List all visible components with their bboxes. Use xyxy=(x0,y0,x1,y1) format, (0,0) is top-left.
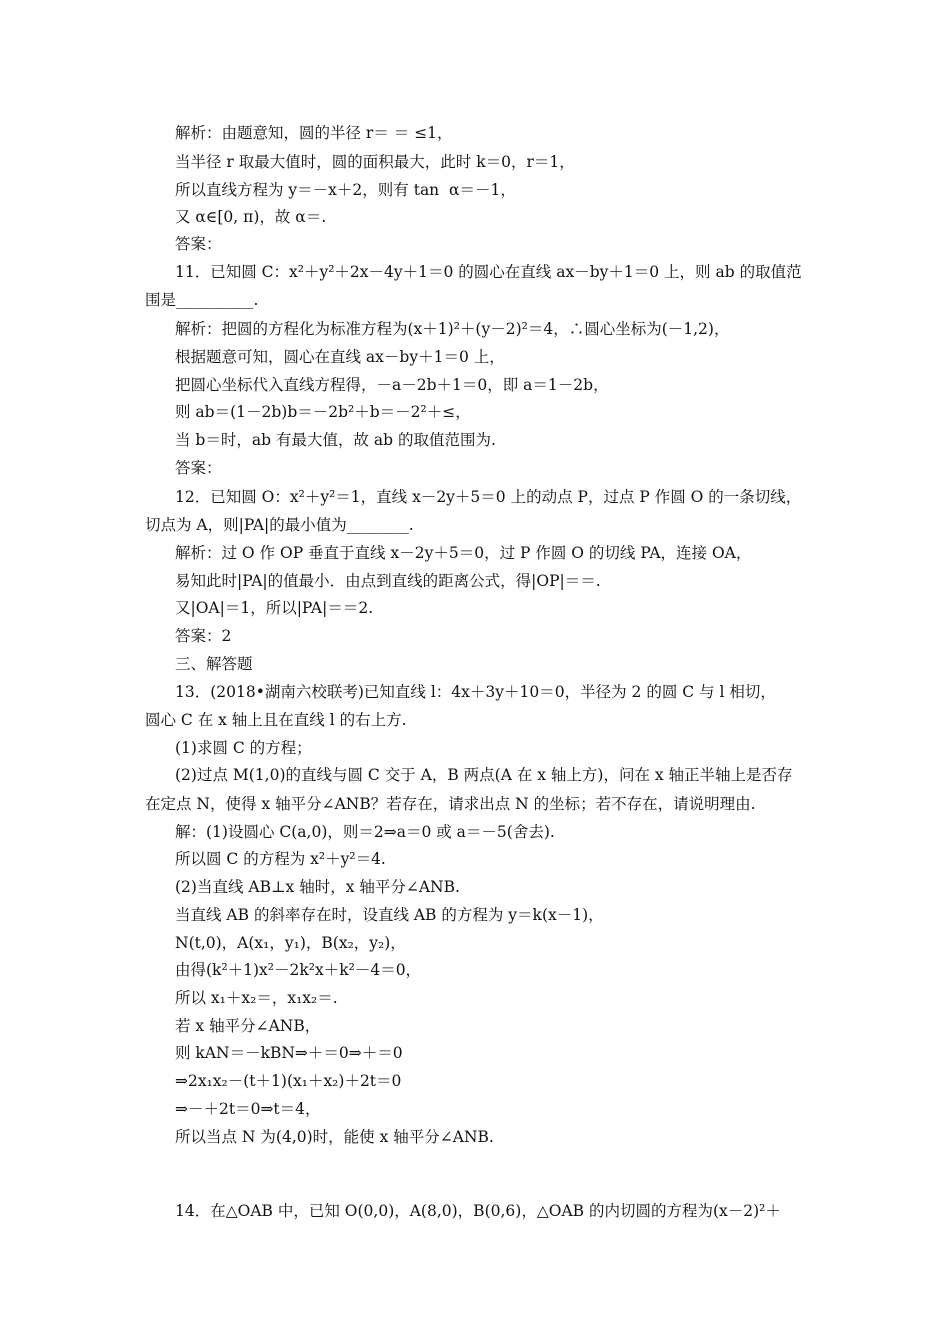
text-line: N(t,0)，A(x₁，y₁)，B(x₂，y₂)， xyxy=(175,934,406,952)
text-line: 所以直线方程为 y＝－x＋2，则有 tan α＝－1， xyxy=(175,181,516,199)
question-12: 12．已知圆 O：x²＋y²＝1，直线 x－2y＋5＝0 上的动点 P，过点 P 作圆 O 的一条切线， xyxy=(175,488,802,506)
text-line: 把圆心坐标代入直线方程得，－a－2b＋1＝0，即 a＝1－2b， xyxy=(175,376,609,394)
text-line: 当半径 r 取最大值时，圆的面积最大，此时 k＝0，r＝1， xyxy=(175,153,575,171)
text-line: 解析：过 O 作 OP 垂直于直线 x－2y＋5＝0，过 P 作圆 O 的切线 PA，连接 OA， xyxy=(175,544,752,562)
text-line: (2)当直线 AB⊥x 轴时，x 轴平分∠ANB. xyxy=(175,878,460,896)
text-line: 根据题意可知，圆心在直线 ax－by＋1＝0 上， xyxy=(175,348,505,366)
text-line: ⇒2x₁x₂－(t＋1)(x₁＋x₂)＋2t＝0 xyxy=(175,1072,402,1090)
text-line: 又|OA|＝1，所以|PA|＝＝2. xyxy=(175,599,374,617)
text-line: (2)过点 M(1,0)的直线与圆 C 交于 A，B 两点(A 在 x 轴上方)，问在 x 轴正半轴上是否存 xyxy=(175,766,793,784)
text-line: 答案： xyxy=(175,235,222,253)
text-line: 所以圆 C 的方程为 x²＋y²＝4. xyxy=(175,850,386,868)
text-line: 在定点 N，使得 x 轴平分∠ANB？若存在，请求出点 N 的坐标；若不存在，请说明理由. xyxy=(145,795,756,813)
text-line: (1)求圆 C 的方程； xyxy=(175,739,312,757)
text-line: ⇒－＋2t＝0⇒t＝4， xyxy=(175,1100,321,1118)
question-11: 11．已知圆 C：x²＋y²＋2x－4y＋1＝0 的圆心在直线 ax－by＋1＝0 上，则 ab 的取值范 xyxy=(175,263,802,281)
text-line: 围是__________. xyxy=(145,291,259,309)
text-line: 当 b＝时，ab 有最大值，故 ab 的取值范围为. xyxy=(175,431,496,449)
text-line: 答案： xyxy=(175,459,222,477)
text-line: 圆心 C 在 x 轴上且在直线 l 的右上方. xyxy=(145,711,407,729)
text-line: 若 x 轴平分∠ANB， xyxy=(175,1017,321,1035)
text-line: 切点为 A，则|PA|的最小值为________. xyxy=(145,516,414,534)
question-13: 13．(2018•湖南六校联考)已知直线 l：4x＋3y＋10＝0，半径为 2 的圆 C 与 l 相切， xyxy=(175,683,776,701)
section-heading: 三、解答题 xyxy=(175,655,253,673)
question-14: 14．在△OAB 中，已知 O(0,0)，A(8,0)，B(0,6)，△OAB 的内切圆的方程为(x－2)²＋ xyxy=(175,1202,781,1220)
text-line: 所以 x₁＋x₂＝，x₁x₂＝. xyxy=(175,989,338,1007)
text-line: 则 kAN＝－kBN⇒＋＝0⇒＋＝0 xyxy=(175,1044,403,1062)
text-line: 解：(1)设圆心 C(a,0)，则＝2⇒a＝0 或 a＝－5(舍去). xyxy=(175,823,555,841)
text-line: 又 α∈[0, π)，故 α＝. xyxy=(175,208,327,226)
text-line: 易知此时|PA|的值最小．由点到直线的距离公式，得|OP|＝＝. xyxy=(175,572,601,590)
text-line: 则 ab＝(1－2b)b＝－2b²＋b＝－2²＋≤， xyxy=(175,403,471,421)
text-line: 所以当点 N 为(4,0)时，能使 x 轴平分∠ANB. xyxy=(175,1128,494,1146)
text-line: 解析：由题意知，圆的半径 r＝ ＝ ≤1， xyxy=(175,124,453,142)
text-line: 解析：把圆的方程化为标准方程为(x＋1)²＋(y－2)²＝4，∴圆心坐标为(－1,2)， xyxy=(175,320,730,338)
text-line: 当直线 AB 的斜率存在时，设直线 AB 的方程为 y＝k(x－1)， xyxy=(175,906,604,924)
text-line: 答案：2 xyxy=(175,627,232,645)
text-line: 由得(k²＋1)x²－2k²x＋k²－4＝0， xyxy=(175,961,422,979)
